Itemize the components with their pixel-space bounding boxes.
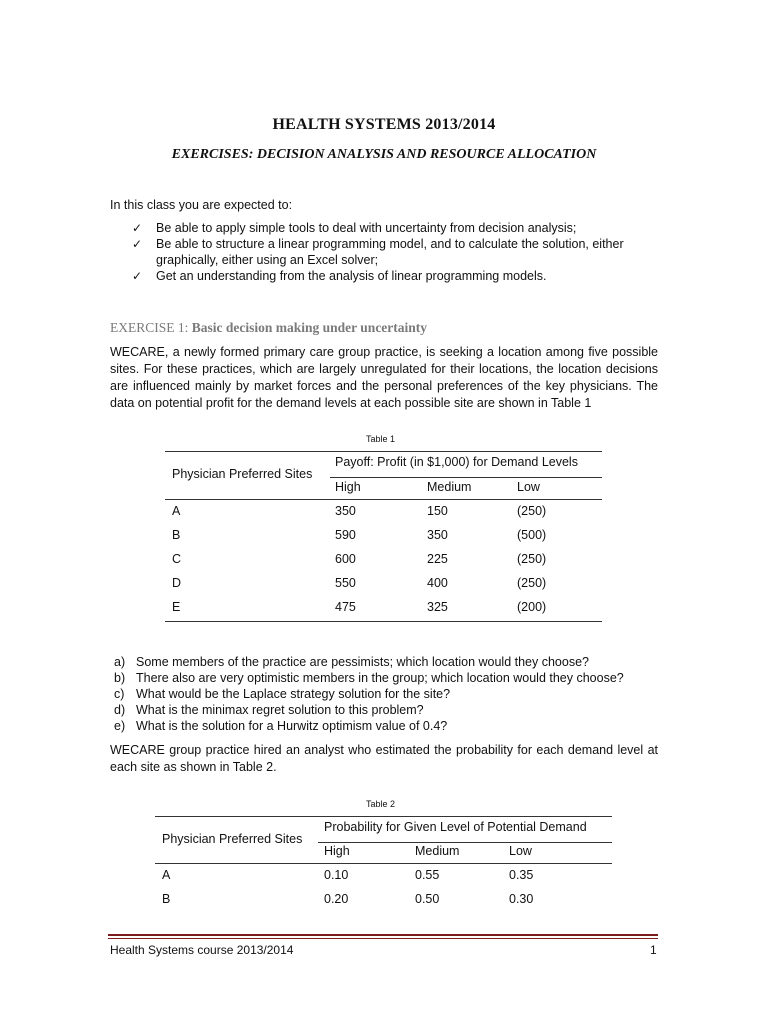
question-label: c) — [114, 687, 125, 701]
table-1-bottom-rule — [165, 621, 602, 622]
list-item — [114, 702, 674, 718]
exercise-1-number: EXERCISE 1: — [110, 320, 189, 335]
objective-text: Be able to structure a linear programming model, and to calculate the solution, either graphically, either using an Excel solver; — [156, 237, 624, 267]
question-text: There also are very optimistic members in the group; which location would they choose? — [136, 671, 624, 685]
value-cell: 350 — [335, 504, 356, 518]
site-cell: C — [172, 552, 182, 566]
page-subtitle: EXERCISES: DECISION ANALYSIS AND RESOURCE ALLOCATION — [171, 147, 597, 162]
site-cell: E — [172, 600, 181, 614]
value-cell: 590 — [335, 528, 356, 542]
value-cell: 475 — [335, 600, 356, 614]
table-1-col-low: Low — [517, 480, 540, 494]
value-cell: 0.55 — [415, 868, 440, 882]
table-row — [172, 499, 546, 523]
question-text: What is the minimax regret solution to this problem? — [136, 703, 424, 717]
list-item — [110, 236, 660, 268]
table-2-group-header: Probability for Given Level of Potential Demand — [324, 820, 587, 834]
question-text: What is the solution for a Hurwitz optimism value of 0.4? — [136, 719, 448, 733]
footer-text: Health Systems course 2013/2014 — [110, 943, 294, 957]
value-cell: 550 — [335, 576, 356, 590]
question-label: e) — [114, 719, 126, 733]
table-1-body — [172, 499, 546, 619]
site-cell: A — [172, 504, 181, 518]
value-cell: 400 — [427, 576, 448, 590]
objectives-list — [110, 220, 660, 284]
table-1-mid-rule — [330, 477, 602, 478]
exercise-1-heading — [110, 320, 427, 336]
table-row — [172, 523, 546, 547]
question-label: d) — [114, 703, 126, 717]
checkmark-icon: ✓ — [132, 237, 143, 251]
table-row — [172, 571, 546, 595]
paragraph-2: WECARE group practice hired an analyst who estimated the probability for each demand level at each site as shown in Table 2. — [110, 743, 658, 774]
footer-rule-thin — [108, 938, 658, 939]
table-2-col-high: High — [324, 844, 350, 858]
page-number: 1 — [650, 943, 657, 957]
site-cell: B — [172, 528, 181, 542]
value-cell: 0.10 — [324, 868, 349, 882]
table-2-col-low: Low — [509, 844, 532, 858]
table-2-mid-rule — [318, 842, 612, 843]
question-label: b) — [114, 671, 126, 685]
list-item — [110, 268, 660, 284]
value-cell: (200) — [517, 600, 547, 614]
list-item — [114, 654, 674, 670]
value-cell: (250) — [517, 576, 547, 590]
value-cell: 0.30 — [509, 892, 534, 906]
value-cell: 150 — [427, 504, 448, 518]
table-1-col-medium: Medium — [427, 480, 472, 494]
table-1-caption: Table 1 — [366, 434, 396, 444]
value-cell: 0.35 — [509, 868, 534, 882]
table-row — [162, 863, 533, 887]
value-cell: 600 — [335, 552, 356, 566]
site-cell: B — [162, 892, 171, 906]
table-1-col-high: High — [335, 480, 361, 494]
table-2-row-header: Physician Preferred Sites — [162, 832, 303, 846]
table-1-row-header: Physician Preferred Sites — [172, 467, 313, 481]
value-cell: 0.50 — [415, 892, 440, 906]
table-2-col-medium: Medium — [415, 844, 460, 858]
table-1-top-rule — [165, 451, 602, 452]
exercise-1-paragraph: WECARE, a newly formed primary care group practice, is seeking a location among five possible sites. For these practices, which are largely unregulated for their locations, the location decisions are influenced mainly by market forces and the personal preferences of the key physicians. The data on potential profit for the demand levels at each possible site are shown in Table 1 — [110, 345, 658, 410]
table-row — [172, 595, 546, 619]
intro-text: In this class you are expected to: — [110, 198, 293, 212]
table-2-caption: Table 2 — [366, 799, 396, 809]
table-row — [162, 887, 533, 911]
value-cell: (250) — [517, 552, 547, 566]
question-text: Some members of the practice are pessimists; which location would they choose? — [136, 655, 589, 669]
table-2-body — [162, 863, 533, 911]
value-cell: 325 — [427, 600, 448, 614]
question-label: a) — [114, 655, 126, 669]
table-2-top-rule — [155, 816, 612, 817]
list-item — [114, 718, 674, 734]
table-row — [172, 547, 546, 571]
value-cell: 0.20 — [324, 892, 349, 906]
site-cell: A — [162, 868, 171, 882]
objective-text: Be able to apply simple tools to deal with uncertainty from decision analysis; — [156, 221, 577, 235]
value-cell: (500) — [517, 528, 547, 542]
value-cell: 225 — [427, 552, 448, 566]
question-text: What would be the Laplace strategy solution for the site? — [136, 687, 451, 701]
footer-rule-thick — [108, 934, 658, 936]
site-cell: D — [172, 576, 182, 590]
checkmark-icon: ✓ — [132, 221, 143, 235]
objective-text: Get an understanding from the analysis of linear programming models. — [156, 269, 547, 283]
value-cell: 350 — [427, 528, 448, 542]
value-cell: (250) — [517, 504, 547, 518]
questions-list — [114, 654, 674, 734]
exercise-1-title: Basic decision making under uncertainty — [191, 320, 428, 335]
list-item — [114, 670, 674, 686]
list-item — [110, 220, 660, 236]
page-title: HEALTH SYSTEMS 2013/2014 — [272, 116, 496, 133]
list-item — [114, 686, 674, 702]
checkmark-icon: ✓ — [132, 269, 143, 283]
table-1-group-header: Payoff: Profit (in $1,000) for Demand Levels — [335, 455, 578, 469]
